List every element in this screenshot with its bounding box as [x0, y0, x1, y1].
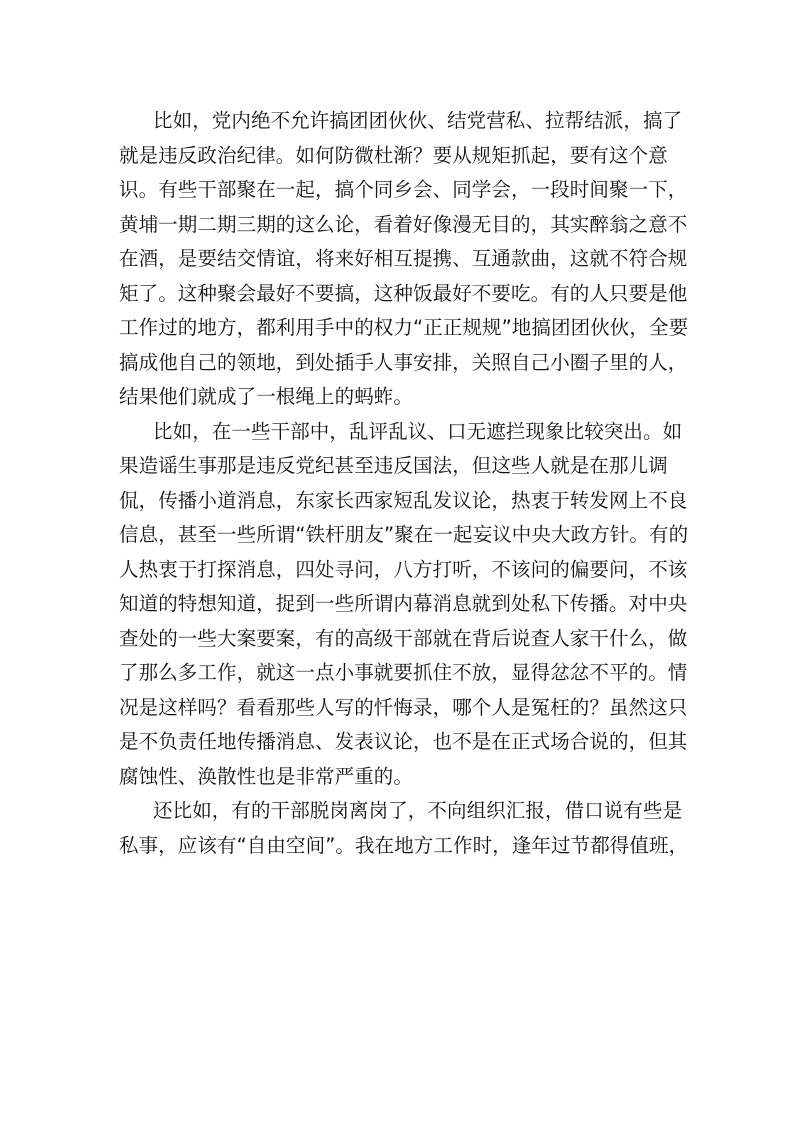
paragraph-line: 识。有些干部聚在一起，搞个同乡会、同学会，一段时间聚一下， — [119, 178, 688, 201]
paragraph-line: 结果他们就成了一根绳上的蚂蚱。 — [119, 385, 414, 408]
document-body — [119, 104, 689, 863]
paragraph-line: 查处的一些大案要案，有的高级干部就在背后说查人家干什么，做 — [119, 626, 688, 650]
paragraph-line: 比如，在一些干部中，乱评乱议、口无遮拦现象比较突出。如 — [153, 419, 683, 443]
paragraph-line: 了那么多工作，就这一点小事就要抓住不放，显得忿忿不平的。情 — [119, 661, 688, 684]
paragraph-line: 是不负责任地传播消息、发表议论，也不是在正式场合说的，但其 — [119, 730, 688, 753]
paragraph-line: 矩了。这种聚会最好不要搞，这种饭最好不要吃。有的人只要是他 — [119, 281, 688, 305]
paragraph-line: 况是这样吗？看看那些人写的忏悔录，哪个人是冤枉的？虽然这只 — [119, 695, 688, 719]
paragraph-line: 比如，党内绝不允许搞团团伙伙、结党营私、拉帮结派，搞了 — [153, 109, 683, 132]
paragraph-line: 腐蚀性、涣散性也是非常严重的。 — [119, 764, 414, 788]
paragraph-line: 还比如，有的干部脱岗离岗了，不向组织汇报，借口说有些是 — [153, 799, 683, 822]
paragraph-line: 在酒，是要结交情谊，将来好相互提携、互通款曲，这就不符合规 — [119, 247, 688, 270]
paragraph-line: 信息，甚至一些所谓“铁杆朋友”聚在一起妄议中央大政方针。有的 — [119, 523, 689, 546]
paragraph-line: 就是违反政治纪律。如何防微杜渐？要从规矩抓起，要有这个意 — [119, 143, 668, 167]
paragraph-line: 工作过的地方，都利用手中的权力“正正规规”地搞团团伙伙，全要 — [119, 316, 689, 339]
paragraph-3 — [119, 794, 689, 863]
paragraph-line: 黄埔一期二期三期的这么论，看着好像漫无目的，其实醉翁之意不 — [119, 212, 688, 236]
paragraph-line: 搞成他自己的领地，到处插手人事安排，关照自己小圈子里的人， — [119, 350, 688, 374]
paragraph-line: 人热衷于打探消息，四处寻问，八方打听，不该问的偏要问，不该 — [119, 557, 688, 581]
paragraph-line: 果造谣生事那是违反党纪甚至违反国法，但这些人就是在那儿调 — [119, 454, 668, 477]
paragraph-line: 侃，传播小道消息，东家长西家短乱发议论，热衷于转发网上不良 — [119, 488, 688, 512]
paragraph-1 — [119, 104, 689, 415]
paragraph-2 — [119, 415, 689, 795]
paragraph-line: 私事，应该有“自由空间”。我在地方工作时，逢年过节都得值班， — [119, 833, 689, 857]
paragraph-line: 知道的特想知道，捉到一些所谓内幕消息就到处私下传播。对中央 — [119, 592, 688, 615]
